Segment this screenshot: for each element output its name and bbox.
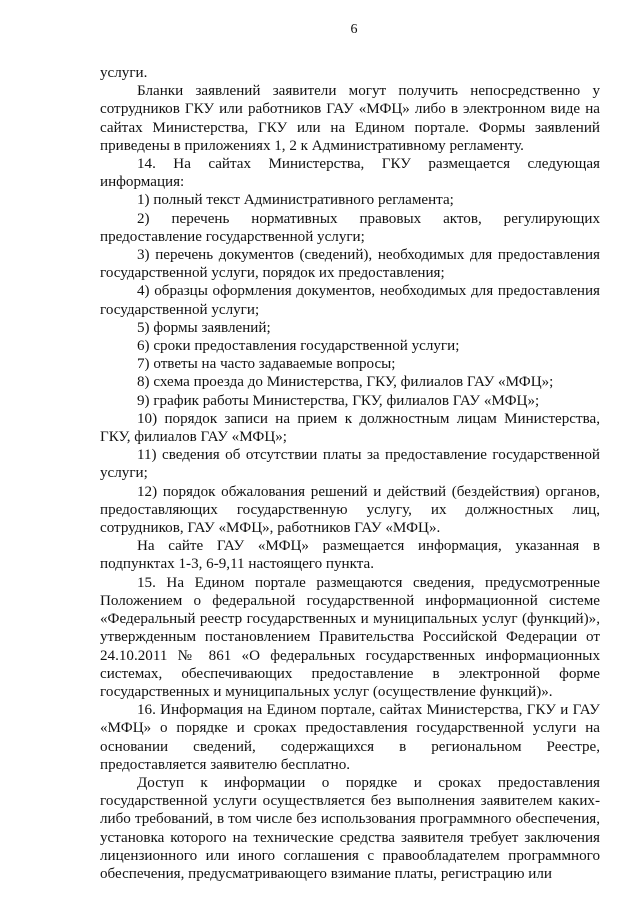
paragraph: 10) порядок записи на прием к должностным лицам Министерства, ГКУ, филиалов ГАУ «МФЦ»; bbox=[100, 410, 600, 446]
paragraph: 14. На сайтах Министерства, ГКУ размещается следующая информация: bbox=[100, 156, 600, 191]
paragraph: 12) порядок обжалования решений и действий (бездействия) органов, предоставляющих государственную услугу, их должностных лиц, сотрудников, ГАУ «МФЦ», работников ГАУ «МФЦ». bbox=[100, 483, 600, 537]
page-number: 6 bbox=[350, 22, 358, 37]
paragraph: 11) сведения об отсутствии платы за предоставление государственной услуги; bbox=[100, 447, 600, 482]
paragraph: 9) график работы Министерства, ГКУ, филиалов ГАУ «МФЦ»; bbox=[137, 392, 540, 409]
paragraph: 7) ответы на часто задаваемые вопросы; bbox=[137, 356, 396, 373]
paragraph: 5) формы заявлений; bbox=[137, 319, 271, 336]
paragraph: 8) схема проезда до Министерства, ГКУ, филиалов ГАУ «МФЦ»; bbox=[137, 374, 554, 391]
paragraph: 15. На Едином портале размещаются сведения, предусмотренные Положением о федеральной государственной информационной системе «Федеральный реестр государственных и муниципальных услуг (функций)», утвержденным постановлением Правительства Российской Федерации от 24.10.2011 № 861 «О федеральных государственных информационных системах, обеспечивающих предоставление в электронной форме государственных и муниципальных услуг (осуществление функций)». bbox=[100, 574, 600, 700]
paragraph: 2) перечень нормативных правовых актов, регулирующих предоставление государственной услуги; bbox=[100, 210, 600, 245]
paragraph: услуги. bbox=[100, 65, 148, 81]
paragraph: 3) перечень документов (сведений), необходимых для предоставления государственной услуги, порядок их предоставления; bbox=[100, 247, 600, 282]
paragraph: 1) полный текст Административного регламента; bbox=[137, 192, 454, 209]
paragraph: 6) сроки предоставления государственной услуги; bbox=[137, 338, 460, 355]
paragraph: 16. Информация на Едином портале, сайтах Министерства, ГКУ и ГАУ «МФЦ» о порядке и сроках предоставления государственной услуги на основании сведений, содержащихся в региональном Реестре, предоставляется заявителю бесплатно. bbox=[100, 702, 600, 773]
paragraph: На сайте ГАУ «МФЦ» размещается информация, указанная в подпунктах 1-3, 6-9,11 настоящего пункта. bbox=[100, 538, 600, 573]
paragraph: Бланки заявлений заявители могут получить непосредственно у сотрудников ГКУ или работников ГАУ «МФЦ» либо в электронном виде на сайтах Министерства, ГКУ или на Едином портале. Формы заявлений приведены в приложениях 1, 2 к Административному регламенту. bbox=[100, 83, 600, 154]
document-body bbox=[100, 64, 600, 883]
paragraph: 4) образцы оформления документов, необходимых для предоставления государственной услуги; bbox=[100, 283, 600, 318]
paragraph: Доступ к информации о порядке и сроках предоставления государственной услуги осуществляется без выполнения заявителем каких-либо требований, в том числе без использования программного обеспечения, установка которого на технические средства заявителя требует заключения лицензионного или иного соглашения с правообладателем программного обеспечения, предусматривающего взимание платы, регистрацию или bbox=[100, 774, 600, 882]
